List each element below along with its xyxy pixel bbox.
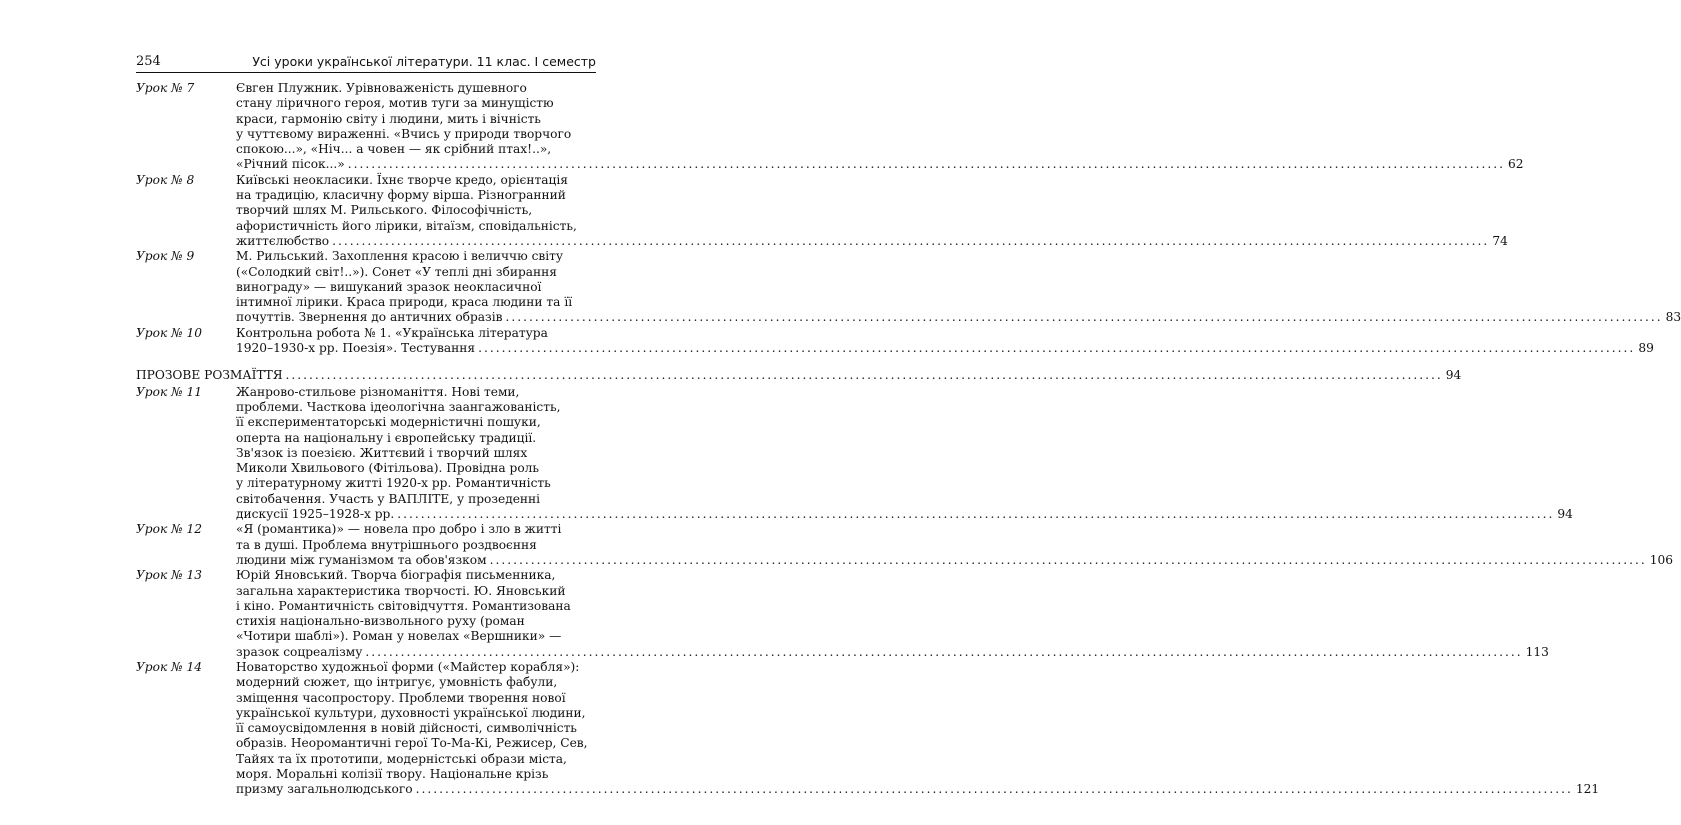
lesson-label: Урок № 14 — [136, 659, 203, 674]
dot-leader — [505, 310, 1662, 325]
description-last-line — [236, 553, 1673, 568]
running-header — [136, 54, 596, 73]
lesson-label: Урок № 10 — [136, 325, 203, 340]
lesson-group-b — [136, 384, 1674, 798]
section-page: 94 — [1445, 368, 1462, 383]
description-line: афористичність його лірики, вітаїзм, сповідальність, — [236, 218, 577, 233]
description-line: стихія національно-визвольного руху (роман — [236, 614, 525, 629]
description-line: модерний сюжет, що інтригує, умовність фабули, — [236, 675, 558, 690]
dot-leader — [478, 341, 1635, 356]
dot-leader — [416, 782, 1573, 797]
lesson-description — [236, 326, 1654, 357]
toc-entry[interactable] — [136, 249, 1681, 325]
dot-leader — [286, 368, 1443, 383]
lesson-label: Урок № 8 — [136, 172, 195, 187]
lesson-label: Урок № 12 — [136, 522, 203, 537]
dot-leader — [348, 157, 1505, 172]
toc-entry[interactable] — [136, 384, 1573, 523]
description-line: Євген Плужник. Урівноваженість душевного — [236, 81, 527, 95]
description-line: почуттів. Звернення до античних образів — [236, 310, 503, 325]
lesson-description — [236, 660, 1599, 798]
description-line: загальна характеристика творчості. Ю. Яновський — [236, 583, 566, 598]
description-last-line — [236, 645, 1549, 660]
description-line: Миколи Хвильового (Фітільова). Провідна роль — [236, 461, 540, 476]
section-title: ПРОЗОВЕ РОЗМАЇТТЯ — [136, 368, 283, 383]
page-ref: 106 — [1649, 552, 1674, 567]
running-title: Усі уроки української літератури. 11 клас. І семестр — [252, 54, 596, 69]
description-line: образів. Неоромантичні герої То-Ма-Кі, Режисер, Сев, — [236, 736, 588, 751]
description-line: М. Рильський. Захоплення красою і величчю світу — [236, 249, 564, 264]
description-line: людини між гуманізмом та обов'язком — [236, 552, 487, 567]
table-of-contents — [136, 81, 1681, 798]
toc-entry[interactable] — [136, 81, 1524, 173]
description-last-line — [236, 157, 1523, 172]
page-ref: 83 — [1665, 310, 1681, 325]
description-line: Зв'язок із поезією. Життєвий і творчий шлях — [236, 445, 528, 460]
toc-entry[interactable] — [136, 568, 1549, 660]
description-line: інтимної лірики. Краса природи, краса людини та її — [236, 295, 573, 310]
description-line: оперта на національну і європейську традиції. — [236, 430, 537, 445]
description-line: та в душі. Проблема внутрішнього роздвоєння — [236, 537, 537, 552]
description-line: життєлюбство — [236, 233, 330, 248]
page-ref: 89 — [1638, 341, 1654, 356]
lesson-description — [236, 81, 1523, 173]
description-last-line — [236, 507, 1573, 522]
description-line: і кіно. Романтичність світовідчуття. Романтизована — [236, 598, 571, 613]
description-line: дискусії 1925–1928-х рр. — [236, 507, 395, 522]
description-line: моря. Моральні колізії твору. Національне крізь — [236, 767, 549, 782]
description-line: зміщення часопростору. Проблеми творення нової — [236, 690, 566, 705]
lesson-description — [236, 173, 1508, 249]
page-number: 254 — [136, 54, 161, 69]
description-line: її експериментаторські модерністичні пошуки, — [236, 415, 541, 430]
description-last-line — [236, 782, 1599, 797]
description-line: стану ліричного героя, мотив туги за минущістю — [236, 96, 554, 111]
description-line: Тайях та їх прототипи, модерністські образи міста, — [236, 751, 567, 766]
lesson-description — [236, 522, 1673, 568]
page-ref: 113 — [1525, 644, 1549, 659]
description-line: на традицію, класичну форму вірша. Різногранний — [236, 188, 566, 203]
description-line: зразок соцреалізму — [236, 644, 363, 659]
description-line: світобачення. Участь у ВАПЛІТЕ, у прозеденні — [236, 491, 541, 506]
description-line: у чуттєвому вираженні. «Вчись у природи творчого — [236, 126, 572, 141]
description-line: «Я (романтика)» — новела про добро і зло в житті — [236, 522, 562, 537]
lesson-label: Урок № 11 — [136, 384, 203, 399]
description-line: Київські неокласики. Їхнє творче кредо, орієнтація — [236, 172, 568, 187]
description-line: призму загальнолюдського — [236, 782, 413, 797]
lesson-description — [236, 568, 1549, 660]
dot-leader — [490, 553, 1647, 568]
description-line: краси, гармонію світу і людини, мить і вічність — [236, 111, 541, 126]
lesson-label: Урок № 13 — [136, 568, 203, 583]
page-ref: 121 — [1575, 782, 1600, 797]
description-line: української культури, духовності української людини, — [236, 705, 586, 720]
section-heading[interactable] — [136, 368, 1462, 383]
toc-entry[interactable] — [136, 325, 1654, 357]
toc-entry[interactable] — [136, 172, 1508, 249]
dot-leader — [397, 507, 1554, 522]
dot-leader — [365, 645, 1522, 660]
description-line: творчий шлях М. Рильського. Філософічність, — [236, 203, 533, 218]
description-line: 1920–1930-х рр. Поезія». Тестування — [236, 341, 476, 356]
toc-entry[interactable] — [136, 522, 1674, 568]
lesson-label: Урок № 9 — [136, 249, 195, 264]
page-ref: 74 — [1492, 233, 1508, 248]
description-line: («Солодкий світ!..»). Сонет «У теплі дні збирання — [236, 264, 557, 279]
lesson-description — [236, 385, 1573, 523]
description-line: Новаторство художньої форми («Майстер корабля»): — [236, 659, 580, 674]
lesson-description — [236, 249, 1681, 325]
description-line: Контрольна робота № 1. «Українська література — [236, 325, 548, 340]
page-ref: 94 — [1557, 507, 1573, 522]
lesson-label: Урок № 7 — [136, 81, 195, 95]
description-last-line — [236, 341, 1654, 356]
description-line: Жанрово-стильове різноманіття. Нові теми, — [236, 384, 520, 399]
description-last-line — [236, 310, 1681, 325]
description-line: у літературному житті 1920-х рр. Романтичність — [236, 476, 551, 491]
description-line: її самоусвідомлення в новій дійсності, символічність — [236, 721, 577, 736]
page — [136, 54, 1681, 798]
toc-entry[interactable] — [136, 659, 1600, 798]
description-line: проблеми. Часткова ідеологічна заангажованість, — [236, 399, 561, 414]
dot-leader — [332, 234, 1489, 249]
description-line: винограду» — вишуканий зразок неокласичної — [236, 279, 542, 294]
description-line: «Чотири шаблі»). Роман у новелах «Вершники» — — [236, 629, 562, 644]
page-ref: 62 — [1507, 157, 1524, 172]
description-line: Юрій Яновський. Творча біографія письменника, — [236, 568, 556, 583]
lesson-group-a — [136, 81, 1681, 356]
description-line: спокою...», «Ніч... а човен — як срібний птах!..», — [236, 142, 552, 157]
description-last-line — [236, 234, 1508, 249]
description-line: «Річний пісок...» — [236, 157, 345, 172]
